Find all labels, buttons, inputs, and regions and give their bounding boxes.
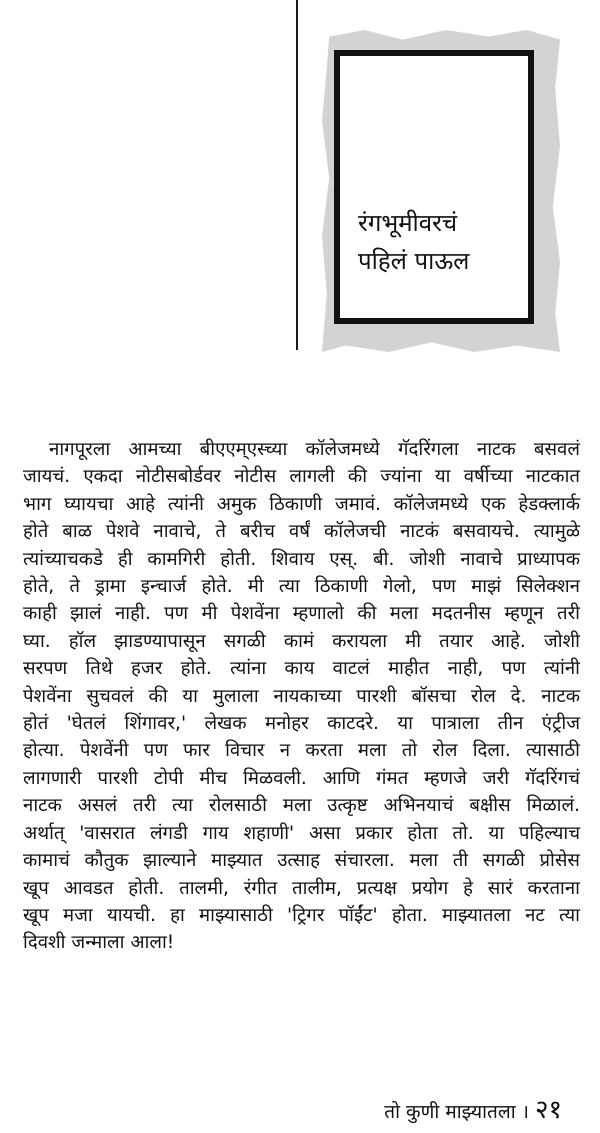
body-line: पेशवेंना सुचवलं की या मुलाला नायकाच्या पारशी बॉसचा रोल दे. नाटक — [23, 685, 580, 707]
body-line: होत्या. पेशवेंनी पण फार विचार न करता मला तो रोल दिला. त्यासाठी — [23, 740, 580, 762]
body-line: जायचं. एकदा नोटीसबोर्डवर नोटीस लागली की ज्यांना या वर्षीच्या नाटकात — [23, 466, 580, 488]
body-line-last: दिवशी जन्माला आला! — [23, 932, 175, 954]
chapter-title — [358, 204, 469, 280]
chapter-title-line-1: रंगभूमीवरचं — [358, 209, 458, 237]
body-line: त्यांच्याचकडे ही कामगिरी होती. शिवाय एस्. बी. जोशी नावाचे प्राध्यापक — [23, 548, 580, 570]
body-line: नागपूरला आमच्या बीएएम्एस्च्या कॉलेजमध्ये गॅदरिंगला नाटक बसवलं — [49, 439, 580, 460]
body-line: काही झालं नाही. पण मी पेशवेंना म्हणालो की मला मदतनीस म्हणून तरी — [23, 603, 580, 625]
body-line: कामाचं कौतुक झाल्याने माझ्यात उत्साह संचारला. मला ती सगळी प्रोसेस — [23, 850, 580, 872]
chapter-title-box — [334, 50, 534, 324]
body-line: भाग घ्यायचा आहे त्यांनी अमुक ठिकाणी जमावं. कॉलेजमध्ये एक हेडक्लार्क — [23, 493, 580, 515]
footer-separator: । — [521, 1101, 529, 1123]
body-line: होते बाळ पेशवे नावाचे, ते बरीच वर्षं कॉलेजची नाटकं बसवायचे. त्यामुळे — [23, 521, 580, 543]
body-line: अर्थात् 'वासरात लंगडी गाय शहाणी' असा प्रकार होता तो. या पहिल्याच — [23, 822, 580, 844]
body-line: खूप मजा यायची. हा माझ्यासाठी 'ट्रिगर पॉईंट' होता. माझ्यातला नट त्या — [23, 904, 580, 926]
body-line: होते, ते ड्रामा इन्चार्ज होते. मी त्या ठिकाणी गेलो, पण माझं सिलेक्शन — [23, 576, 580, 598]
vertical-divider-line — [296, 0, 298, 350]
body-line: नाटक असलं तरी त्या रोलसाठी मला उत्कृष्ट अभिनयाचं बक्षीस मिळालं. — [23, 795, 580, 817]
chapter-title-line-2: पहिलं पाऊल — [358, 247, 470, 275]
body-line: खूप आवडत होती. तालमी, रंगीत तालीम, प्रत्यक्ष प्रयोग हे सारं करताना — [23, 877, 580, 899]
body-line: लागणारी पारशी टोपी मीच मिळवली. आणि गंमत म्हणजे जरी गॅदरिंगचं — [23, 767, 580, 789]
body-line: सरपण तिथे हजर होते. त्यांना काय वाटलं माहीत नाही, पण त्यांनी — [23, 658, 580, 680]
body-line: होतं 'घेतलं शिंगावर,' लेखक मनोहर काटदरे. या पात्राला तीन एंट्रीज — [23, 713, 580, 735]
page-footer — [384, 1095, 562, 1125]
body-line: घ्या. हॉल झाडण्यापासून सगळी कामं करायला मी तयार आहे. जोशी — [23, 630, 580, 652]
page-number: २१ — [534, 1095, 562, 1125]
body-paragraph — [23, 436, 580, 957]
running-title: तो कुणी माझ्यातला — [384, 1101, 516, 1123]
